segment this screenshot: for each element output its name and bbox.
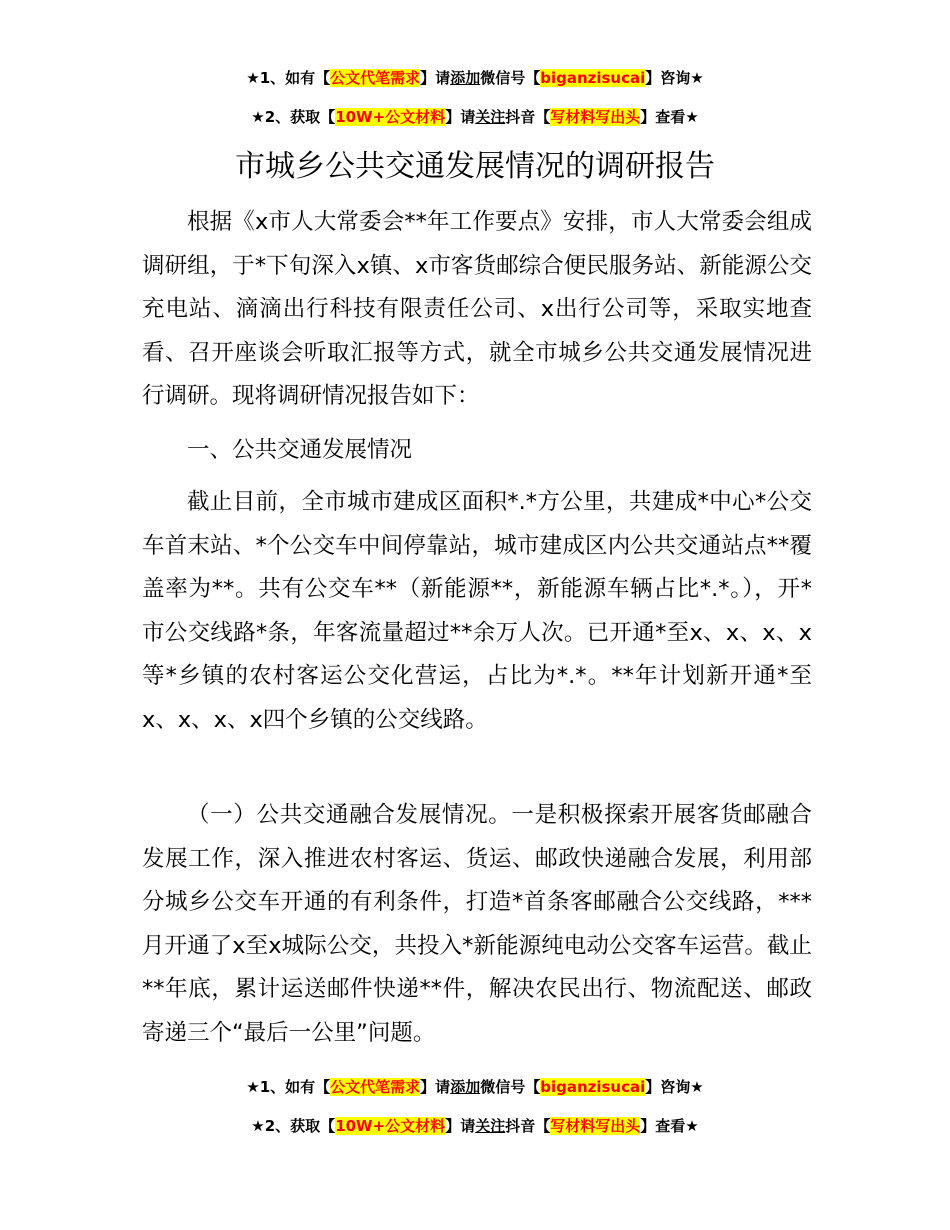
header-promo-line-2 (0, 106, 950, 128)
promo-underlined-text: 添加 (450, 1078, 481, 1096)
header-promo-line-1 (0, 67, 950, 89)
promo-text: ★2、获取【 (251, 1117, 336, 1135)
promo-douyin-account: 写材料写出头 (550, 1117, 641, 1135)
promo-underlined-text: 关注 (475, 108, 506, 126)
section-heading-1: 一、公共交通发展情况 (187, 437, 413, 463)
promo-text: 】咨询★ (645, 1078, 704, 1096)
promo-underlined-text: 添加 (450, 69, 481, 87)
promo-douyin-account: 写材料写出头 (550, 108, 641, 126)
promo-highlight: 公文代笔需求 (330, 1078, 421, 1096)
promo-text: 】请 (445, 108, 476, 126)
promo-text: 】请 (420, 1078, 451, 1096)
promo-text: 】请 (445, 1117, 476, 1135)
promo-text: 】查看★ (640, 1117, 699, 1135)
promo-text: 微信号【 (480, 1078, 541, 1096)
promo-text: 】查看★ (640, 108, 699, 126)
intro-paragraph: 根据《x市人大常委会**年工作要点》安排，市人大常委会组成调研组，于*下旬深入x镇、x市客货邮综合便民服务站、新能源公交充电站、滴滴出行科技有限责任公司、x出行公司等，采取实地查看、召开座谈会听取汇报等方式，就全市城乡公共交通发展情况进行调研。现将调研情况报告如下： (142, 209, 812, 409)
promo-text: ★1、如有【 (246, 1078, 331, 1096)
promo-text: 抖音【 (505, 108, 551, 126)
promo-highlight: 10W+公文材料 (335, 108, 446, 126)
promo-wechat-id: biganzisucai (540, 69, 646, 87)
promo-text: 抖音【 (505, 1117, 551, 1135)
footer-promo-line-2 (0, 1115, 950, 1137)
promo-text: 微信号【 (480, 69, 541, 87)
promo-text: ★2、获取【 (251, 108, 336, 126)
promo-text: 】咨询★ (645, 69, 704, 87)
promo-underlined-text: 关注 (475, 1117, 506, 1135)
promo-text: 】请 (420, 69, 451, 87)
subsection-paragraph-1: （一）公共交通融合发展情况。一是积极探索开展客货邮融合发展工作，深入推进农村客运、货运、邮政快递融合发展，利用部分城乡公交车开通的有利条件，打造*首条客邮融合公交线路，***月开通了x至x城际公交，共投入*新能源纯电动公交客车运营。截止**年底，累计运送邮件快递**件，解决农民出行、物流配送、邮政寄递三个“最后一公里”问题。 (142, 802, 812, 1046)
promo-text: ★1、如有【 (246, 69, 331, 87)
document-title: 市城乡公共交通发展情况的调研报告 (235, 149, 715, 184)
promo-wechat-id: biganzisucai (540, 1078, 646, 1096)
body-paragraph-1: 截止目前，全市城市建成区面积*.*方公里，共建成*中心*公交车首末站、*个公交车中间停靠站，城市建成区内公共交通站点**覆盖率为**。共有公交车**（新能源**，新能源车辆占比*.*。），开*市公交线路*条，年客流量超过**余万人次。已开通*至x、x、x、x等*乡镇的农村客运公交化营运，占比为*.*。**年计划新开通*至x、x、x、x四个乡镇的公交线路。 (142, 489, 812, 733)
promo-highlight: 公文代笔需求 (330, 69, 421, 87)
promo-highlight: 10W+公文材料 (335, 1117, 446, 1135)
footer-promo-line-1 (0, 1076, 950, 1098)
